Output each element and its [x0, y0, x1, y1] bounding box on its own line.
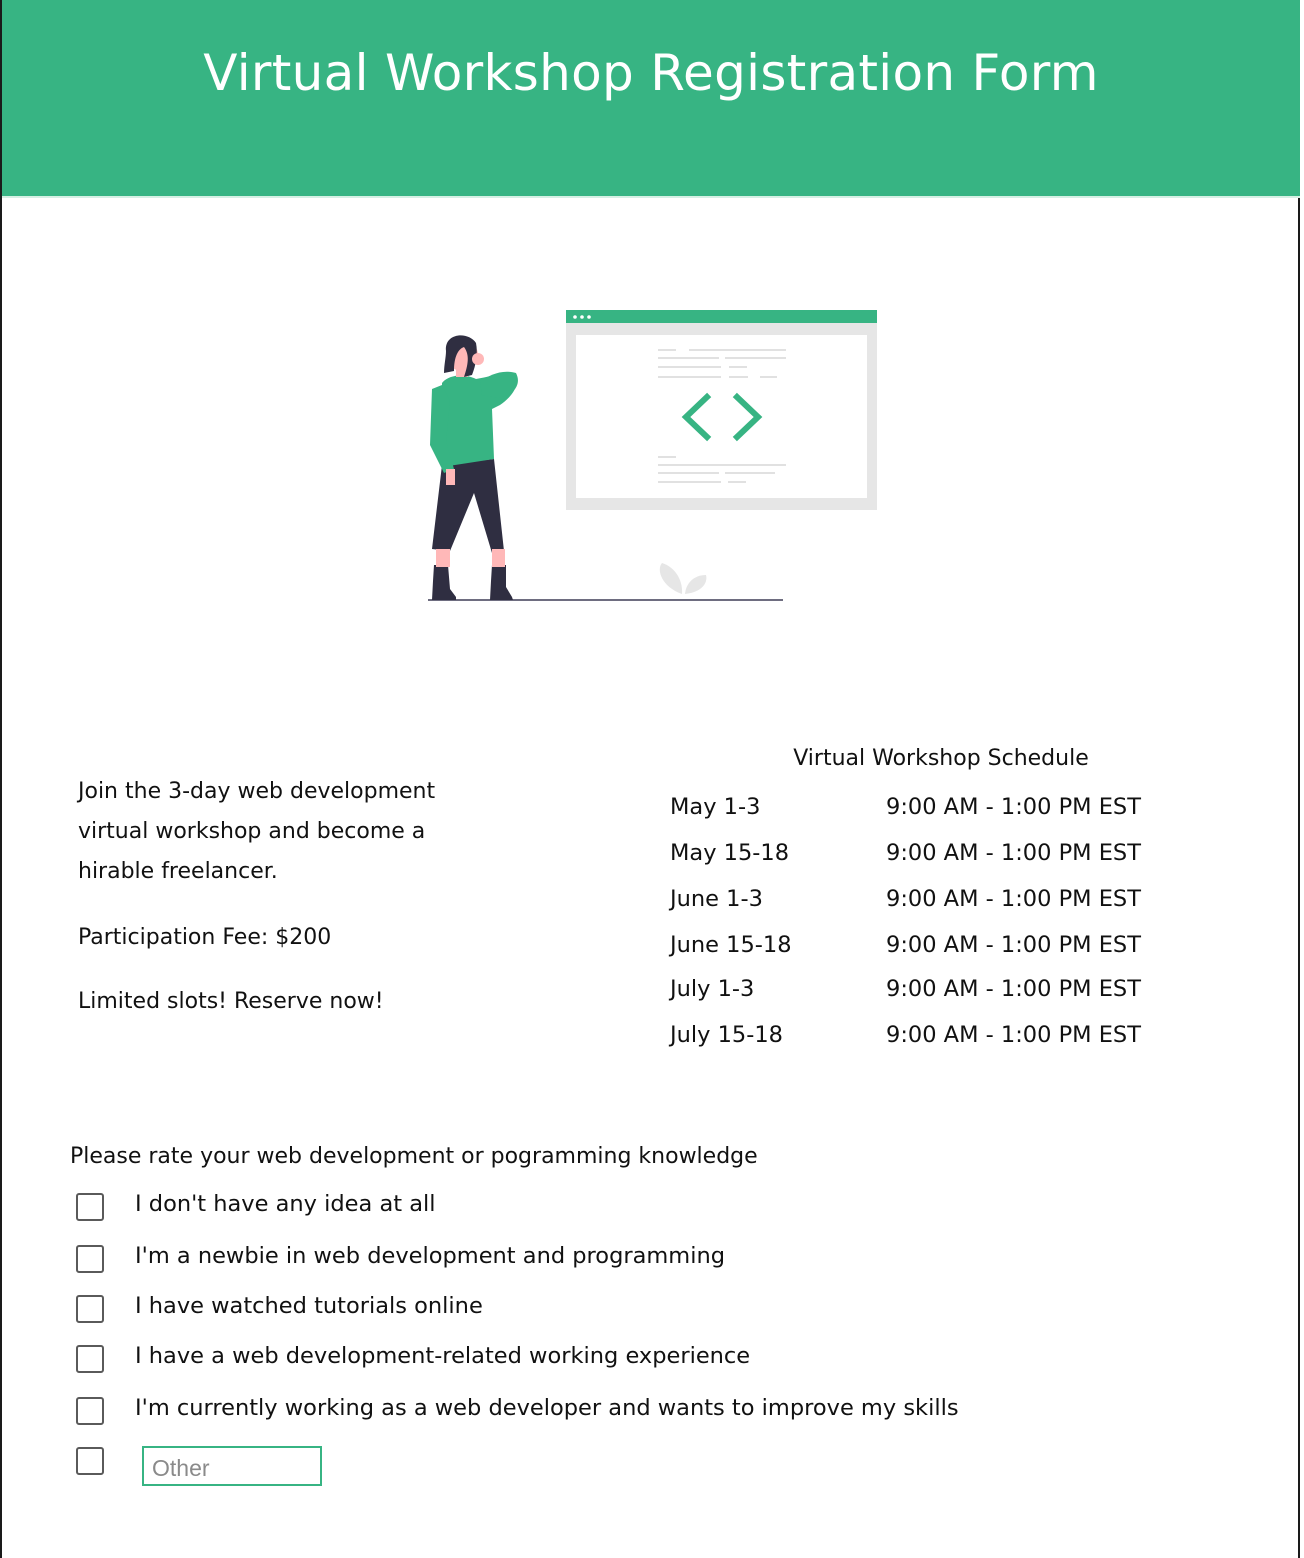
schedule-date: July 1-3: [670, 976, 755, 1002]
browser-window-icon: [566, 310, 877, 510]
schedule-time: 9:00 AM - 1:00 PM EST: [886, 932, 1141, 958]
schedule-time: 9:00 AM - 1:00 PM EST: [886, 1022, 1141, 1048]
schedule-date: May 15-18: [670, 840, 790, 866]
schedule-time: 9:00 AM - 1:00 PM EST: [886, 794, 1141, 820]
knowledge-checkbox[interactable]: [76, 1397, 104, 1425]
schedule-date: June 15-18: [670, 932, 792, 958]
participation-fee: Participation Fee: $200: [78, 925, 332, 950]
schedule-time: 9:00 AM - 1:00 PM EST: [886, 840, 1141, 866]
page-title: Virtual Workshop Registration Form: [203, 44, 1099, 102]
limited-slots-note: Limited slots! Reserve now!: [78, 989, 384, 1014]
schedule-title: Virtual Workshop Schedule: [793, 746, 1089, 771]
other-input[interactable]: [142, 1446, 322, 1486]
knowledge-option-label: I have watched tutorials online: [135, 1293, 483, 1319]
knowledge-checkbox[interactable]: [76, 1245, 104, 1273]
web-developer-illustration: [420, 305, 890, 610]
knowledge-option-label: I don't have any idea at all: [135, 1191, 436, 1217]
schedule-time: 9:00 AM - 1:00 PM EST: [886, 976, 1141, 1002]
knowledge-checkbox[interactable]: [76, 1295, 104, 1323]
knowledge-checkbox[interactable]: [76, 1345, 104, 1373]
woman-figure-icon: [430, 335, 518, 600]
page-header: [2, 0, 1300, 198]
schedule-date: June 1-3: [670, 886, 763, 912]
knowledge-option-label: I'm a newbie in web development and programming: [135, 1243, 726, 1269]
workshop-intro: [78, 772, 498, 1022]
knowledge-option-label: I have a web development-related working experience: [135, 1343, 751, 1369]
knowledge-option-label: I'm currently working as a web developer and wants to improve my skills: [135, 1395, 959, 1421]
schedule-time: 9:00 AM - 1:00 PM EST: [886, 886, 1141, 912]
plant-icon: [660, 563, 707, 594]
other-checkbox[interactable]: [76, 1447, 104, 1475]
knowledge-checkbox[interactable]: [76, 1193, 104, 1221]
schedule-date: May 1-3: [670, 794, 761, 820]
workshop-description: Join the 3-day web development virtual workshop and become a hirable freelancer.: [78, 779, 436, 884]
knowledge-question: Please rate your web development or pogramming knowledge: [70, 1144, 758, 1169]
schedule-date: July 15-18: [670, 1022, 783, 1048]
